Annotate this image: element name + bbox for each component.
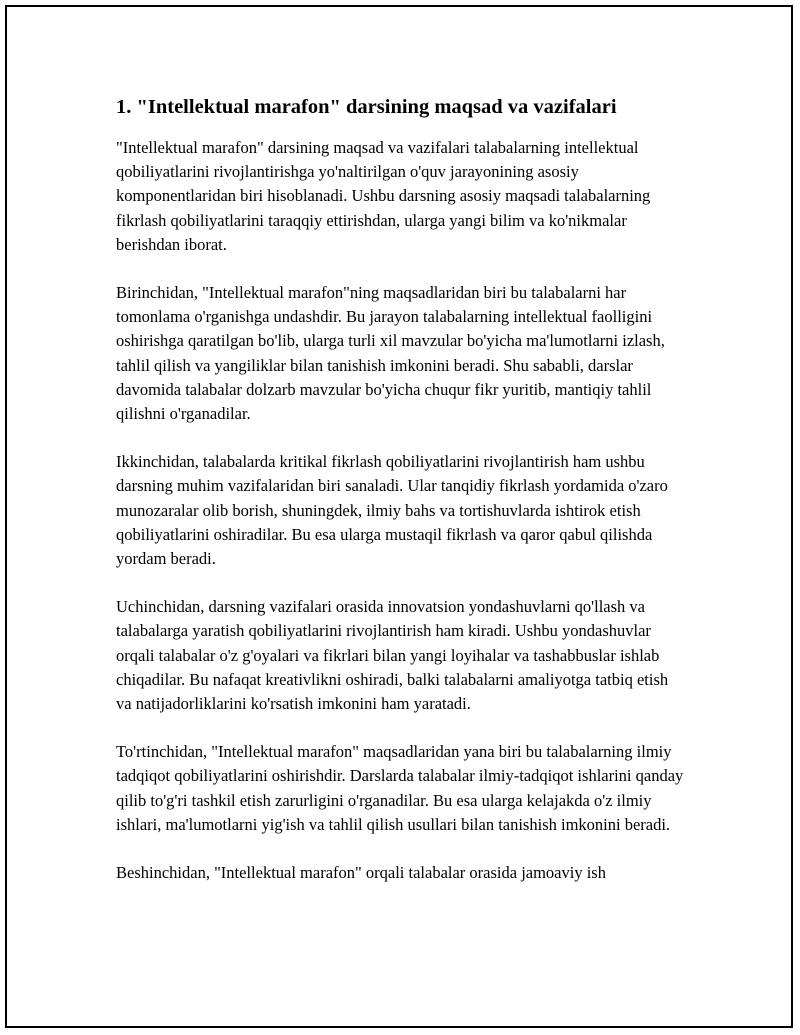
paragraph-third: Uchinchidan, darsning vazifalari orasida innovatsion yondashuvlarni qo'llash va talabalarga yaratish qobiliyatlarini rivojlantirish ham kiradi. Ushbu yondashuvlar orqali talabalar o'z g'oyalari va fikrlari bilan yangi loyihalar va tashabbuslar ishlab chiqadilar. Bu nafaqat kreativlikni oshiradi, balki talabalarni amaliyotga tatbiq etish va natijadorliklarini ko'rsatish imkonini ham yaratadi. (116, 597, 669, 714)
paragraph-fifth: Beshinchidan, "Intellektual marafon" orqali talabalar orasida jamoaviy ish (116, 863, 606, 883)
paragraph-intro: "Intellektual marafon" darsining maqsad va vazifalari talabalarning intellektual qobiliyatlarini rivojlantirishga yo'naltirilgan o'quv jarayonining asosiy komponentlaridan biri hisoblanadi. Ushbu darsning asosiy maqsadi talabalarning fikrlash qobiliyatlarini taraqqiy ettirishdan, ularga yangi bilim va ko'nikmalar berishdan iborat. (116, 138, 651, 254)
section-heading: 1. "Intellektual marafon" darsining maqsad va vazifalari (116, 96, 617, 118)
paragraph-fourth: To'rtinchidan, "Intellektual marafon" maqsadlaridan yana biri bu talabalarning ilmiy tadqiqot qobiliyatlarini oshirishdir. Darslarda talabalar ilmiy-tadqiqot ishlarini qanday qilib to'g'ri tashkil etish zarurligini o'rganadilar. Bu esa ularga kelajakda o'z ilmiy ishlari, ma'lumotlarni yig'ish va tahlil qilish usullari bilan tanishish imkonini beradi. (116, 742, 684, 834)
paragraph-second: Ikkinchidan, talabalarda kritikal fikrlash qobiliyatlarini rivojlantirish ham ushbu darsning muhim vazifalaridan biri sanaladi. Ular tanqidiy fikrlash yordamida o'zaro munozaralar olib borish, shuningdek, ilmiy bahs va tortishuvlarda ishtirok etish qobiliyatlarini oshiradilar. Bu esa ularga mustaqil fikrlash va qaror qabul qilishda yordam beradi. (116, 452, 668, 569)
paragraph-first: Birinchidan, "Intellektual marafon"ning maqsadlaridan biri bu talabalarni har tomonlama o'rganishga undashdir. Bu jarayon talabalarning intellektual faolligini oshirishga qaratilgan bo'lib, ularga turli xil mavzular bo'yicha ma'lumotlarni izlash, tahlil qilish va yangiliklar bilan tanishish imkonini beradi. Shu sababli, darslar davomida talabalar dolzarb mavzular bo'yicha chuqur fikr yuritib, mantiqiy tahlil qilishni o'rganadilar. (116, 283, 665, 424)
document-body (116, 94, 684, 909)
